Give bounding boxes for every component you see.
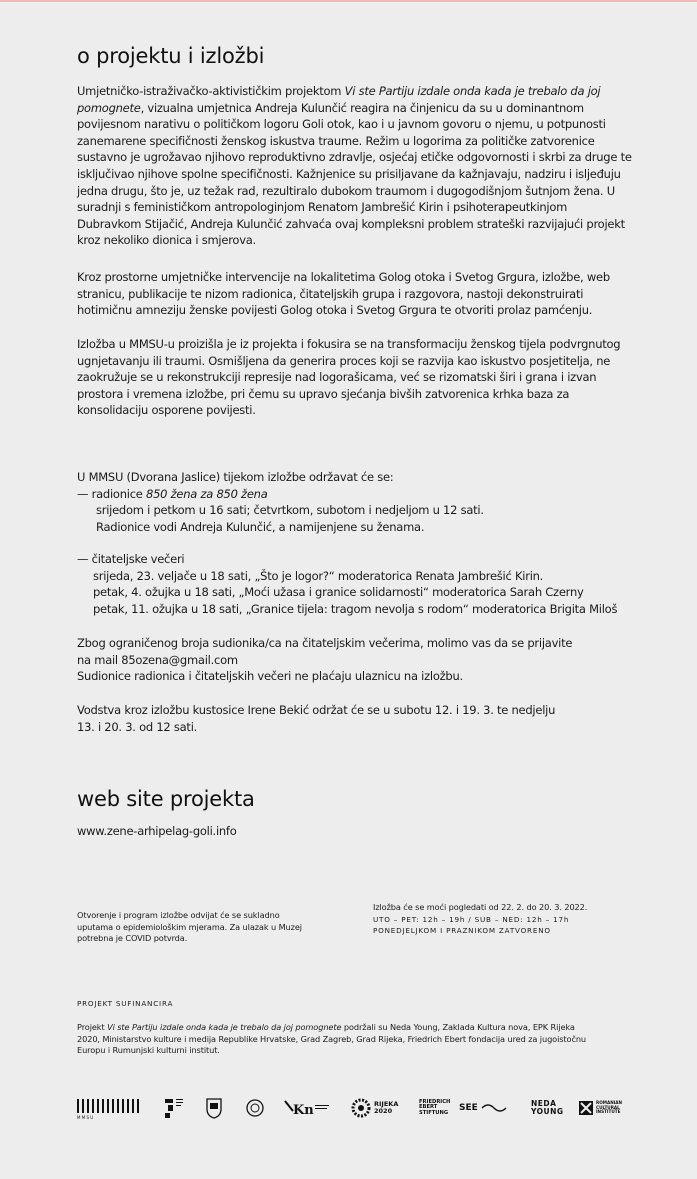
romanian-institute-logo	[579, 1096, 622, 1120]
rijeka-2020-logo	[351, 1096, 398, 1120]
about-paragraph-1	[77, 83, 632, 249]
workshops-dash: — radionice	[77, 486, 146, 501]
rijeka-crest-icon	[245, 1096, 265, 1120]
mmsu-logo	[77, 1096, 143, 1120]
svg-text:M M S U: M M S U	[77, 1115, 94, 1120]
neda-young-logo	[531, 1096, 564, 1120]
funding-label: PROJEKT SUFINANCIRA	[77, 999, 174, 1009]
workshops-name: 850 žena za 850 žena	[146, 486, 268, 501]
funding-project-title: Vi ste Partiju izdale onda kada je trebalo da joj pomognete	[107, 1022, 342, 1033]
evening-item: petak, 4. ožujka u 18 sati, „Moći užasa i granice solidarnosti“ moderatorica Sarah Czerny	[93, 585, 584, 600]
see-text: SEE	[459, 1102, 478, 1113]
zagreb-crest-icon	[205, 1096, 223, 1120]
svg-text:Kn: Kn	[293, 1103, 314, 1118]
reading-evenings-section	[77, 551, 632, 617]
about-heading: o projektu i izložbi	[77, 44, 265, 68]
funding-post: podržali su Neda Young, Zaklada Kultura nova, EPK Rijeka 2020, Ministarstvo kulture i medija Republike Hrvatske, Grad Zagreb, Grad Rijeka, Friedrich Ebert fondacija ured za jugoistočnu Europu i Rumunjski kulturni institut.	[77, 1022, 587, 1056]
rijeka-2020-text: RIJEKA 2020	[374, 1100, 399, 1115]
fes-see-logo	[459, 1096, 510, 1120]
funding-text	[77, 1022, 597, 1057]
registration-section	[77, 635, 632, 685]
romanian-text: ROMANIAN CULTURAL INSTITUTE	[596, 1099, 623, 1115]
kultura-nova-logo	[283, 1096, 331, 1120]
tours-line-1: Vodstva kroz izložbu kustosice Irene Bekić održat će se u subotu 12. i 19. 3. te nedjelju	[77, 703, 556, 717]
tours-section	[77, 702, 632, 735]
registration-note: Sudionice radionica i čitateljskih večeri ne plaćaju ulaznicu na izložbu.	[77, 669, 463, 684]
top-accent-line	[0, 0, 697, 2]
workshops-title	[77, 486, 632, 503]
website-link[interactable]: www.zene-arhipelag-goli.info	[77, 824, 237, 838]
opening-hours	[373, 902, 633, 937]
closed-line: PONEDJELJKOM I PRAZNIKOM ZATVORENO	[373, 926, 551, 936]
about-paragraph-2: Kroz prostorne umjetničke intervencije na lokalitetima Golog otoka i Svetog Grgura, izložbe, web stranicu, publikacije te nizom radionica, čitateljskih grupa i razgovora, nastoji dekonstruirati hotimičnu amneziju ženske povijesti Golog otoka i Svetog Grgura te otvoriti prolaz pamćenju.	[77, 270, 610, 318]
exhibition-dates: Izložba će se moći pogledati od 22. 2. do 20. 3. 2022.	[373, 902, 588, 912]
registration-email: na mail 85ozena@gmail.com	[77, 652, 238, 667]
project-title: Vi ste Partiju izdale onda kada je trebalo da joj pomognete	[77, 84, 601, 115]
sponsor-logos	[77, 1096, 637, 1120]
covid-note: Otvorenje i program izložbe odvijat će se sukladno uputama o epidemiološkim mjerama. Za ulazak u Muzej potrebna je COVID potvrda.	[77, 910, 302, 944]
fes-logo	[419, 1096, 450, 1120]
ministry-logo	[165, 1096, 185, 1120]
evening-item: srijeda, 23. veljače u 18 sati, „Što je logor?“ moderatorica Renata Jambrešić Kirin.	[93, 568, 544, 583]
program-section	[77, 469, 632, 535]
about-p1-post: , vizualna umjetnica Andreja Kulunčić reagira na činjenicu da su u dominantnom povijesnom narativu o političkom logoru Goli otok, kao i u javnom govoru o njemu, u potpunosti zanemarene specifičnosti ženskog iskustva traume. Režim u logorima za političke zatvorenice sustavno je ugrožavao njihovo reproduktivno zdravlje, osjećaj etičke odgovornosti i skrbi za druge te isključivao njihove spolne specifičnosti. Kažnjenice su prisiljavane da kažnjavaju, nadziru i isljeđuju jedna drugu, što je, uz težak rad, rezultiralo dubokom traumom i dugogodišnjom šutnjom žena. U suradnji s feminističkom antropologinjom Renatom Jambrešić Kirin i psihoterapeutkinjom Dubravkom Stijačić, Andreja Kulunčić zahvaća ovaj kompleksni problem strateški razvijajući projekt kroz nekoliko dionica i smjerova.	[77, 100, 632, 248]
workshops-host: Radionice vodi Andreja Kulunčić, a namijenjene su ženama.	[96, 519, 425, 534]
tours-line-2: 13. i 20. 3. od 12 sati.	[77, 719, 198, 734]
hours-line: UTO – PET: 12h – 19h / SUB – NED: 12h – 17h	[373, 914, 570, 924]
workshops-schedule: srijedom i petkom u 16 sati; četvrtkom, subotom i nedjeljom u 12 sati.	[96, 503, 484, 518]
program-intro: U MMSU (Dvorana Jaslice) tijekom izložbe održavat će se:	[77, 470, 394, 484]
funding-pre: Projekt	[77, 1022, 108, 1033]
evenings-title: — čitateljske večeri	[77, 552, 185, 566]
website-heading: web site projekta	[77, 787, 255, 811]
fes-text: FRIEDRICH EBERT STIFTUNG	[419, 1098, 451, 1116]
evening-item: petak, 11. ožujka u 18 sati, „Granice tijela: tragom nevolja s rodom“ moderatorica Brigita Miloš	[93, 601, 618, 616]
registration-line: Zbog ograničenog broja sudionika/ca na čitateljskim večerima, molimo vas da se prijavite	[77, 636, 573, 650]
about-paragraph-3: Izložba u MMSU-u proizišla je iz projekta i fokusira se na transformaciju ženskog tijela podvrgnutog ugnjetavanju ili traumi. Osmišljena da generira proces koji se razvija kao iskustvo posjetitelja, ne zaokružuje se u rekonstrukciji represije nad logorašicama, već se rizomatski širi i grana i izvan prostora i vremena izložbe, pri čemu su upravo sjećanja bivših zatvorenica krhka baza za konsolidaciju osporene povijesti.	[77, 337, 621, 418]
neda-young-text: NEDA YOUNG	[531, 1099, 564, 1116]
about-p1-pre: Umjetničko-istraživačko-aktivističkim projektom	[77, 84, 345, 98]
